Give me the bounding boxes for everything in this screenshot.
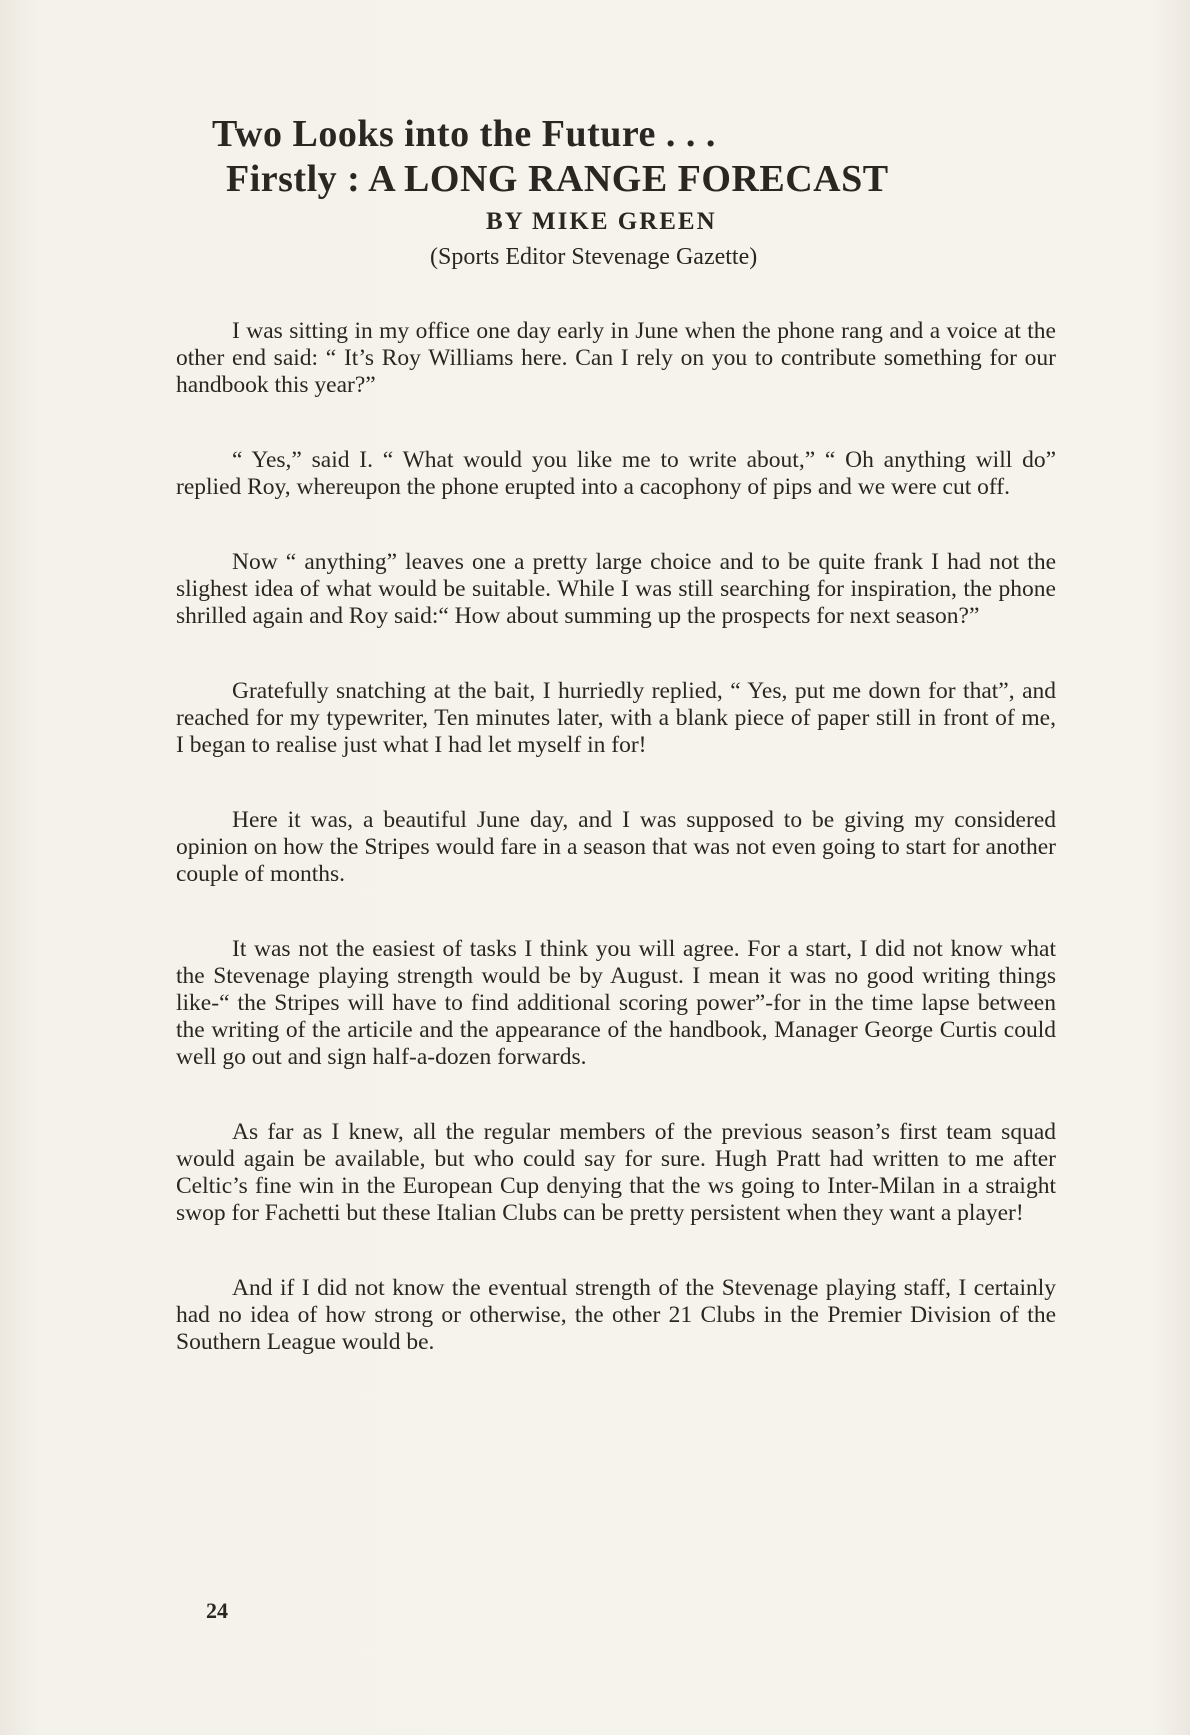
paragraph: I was sitting in my office one day early in June when the phone rang and a voice at the other end said: “ It’s Roy Williams here. Can I rely on you to contribute something for our handbook this year?”: [176, 318, 1056, 398]
paragraph: “ Yes,” said I. “ What would you like me to write about,” “ Oh anything will do” replied Roy, whereupon the phone erupted into a cacophony of pips and we were cut off.: [176, 447, 1056, 500]
author-affiliation: (Sports Editor Stevenage Gazette): [430, 244, 758, 270]
title-line-2: Firstly : A LONG RANGE FORECAST: [226, 158, 889, 200]
title-line-1: Two Looks into the Future . . .: [212, 113, 716, 155]
byline: BY MIKE GREEN: [486, 208, 717, 235]
paragraph: Here it was, a beautiful June day, and I was supposed to be giving my considered opinion on how the Stripes would fare in a season that was not even going to start for another couple of months.: [176, 807, 1056, 887]
paragraph: And if I did not know the eventual strength of the Stevenage playing staff, I certainly had no idea of how strong or otherwise, the other 21 Clubs in the Premier Division of the Southern League would be.: [176, 1275, 1056, 1355]
paragraph: It was not the easiest of tasks I think you will agree. For a start, I did not know what the Stevenage playing strength would be by August. I mean it was no good writing things like-“ the Stripes will have to find additional scoring power”-for in the time lapse between the writing of the articile and the appearance of the handbook, Manager George Curtis could well go out and sign half-a-dozen forwards.: [176, 936, 1056, 1070]
paragraph: As far as I knew, all the regular members of the previous season’s first team squad would again be available, but who could say for sure. Hugh Pratt had written to me after Celtic’s fine win in the European Cup denying that the ws going to Inter-Milan in a straight swop for Fachetti but these Italian Clubs can be pretty persistent when they want a player!: [176, 1119, 1056, 1226]
page-number: 24: [206, 1598, 228, 1623]
paragraph: Gratefully snatching at the bait, I hurriedly replied, “ Yes, put me down for that”, and reached for my typewriter, Ten minutes later, with a blank piece of paper still in front of me, I began to realise just what I had let myself in for!: [176, 678, 1056, 758]
article-body: [176, 318, 1056, 1404]
paragraph: Now “ anything” leaves one a pretty large choice and to be quite frank I had not the slighest idea of what would be suitable. While I was still searching for inspiration, the phone shrilled again and Roy said:“ How about summing up the prospects for next season?”: [176, 549, 1056, 629]
